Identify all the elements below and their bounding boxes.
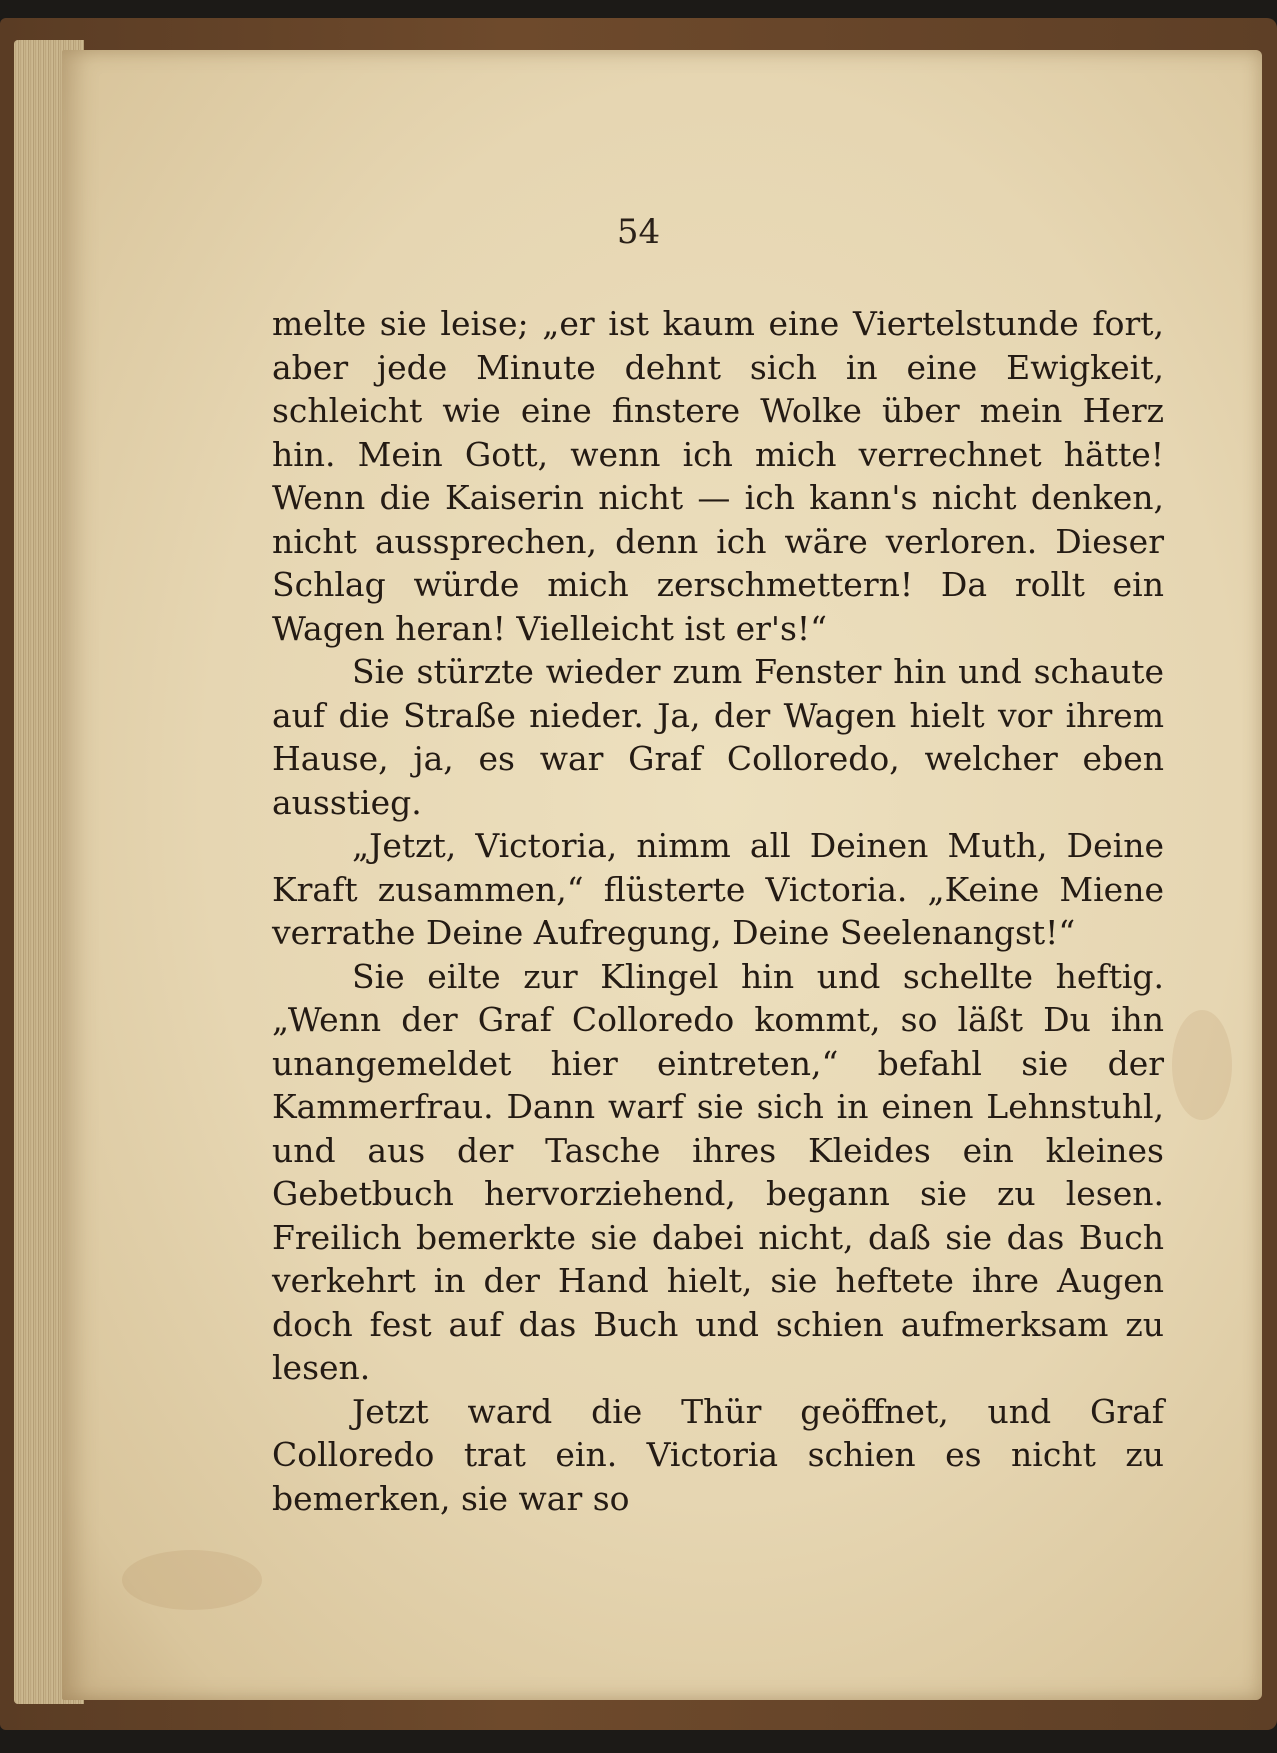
paper-stain <box>122 1550 262 1610</box>
paragraph: melte sie leise; „er ist kaum eine Viertelstunde fort, aber jede Minute dehnt sich in eine Ewigkeit, schleicht wie eine finstere Wolke über mein Herz hin. Mein Gott, wenn ich mich verrechnet hätte! Wenn die Kaiserin nicht — ich kann's nicht denken, nicht aussprechen, denn ich wäre verloren. Dieser Schlag würde mich zerschmettern! Da rollt ein Wagen heran! Vielleicht ist er's!“ <box>272 304 1164 648</box>
page-number: 54 <box>616 212 661 252</box>
paragraph: Jetzt ward die Thür geöffnet, und Graf Colloredo trat ein. Victoria schien es nicht zu bemerken, sie war so <box>272 1391 1164 1518</box>
paper-stain <box>1172 1010 1232 1120</box>
paragraph: „Jetzt, Victoria, nimm all Deinen Muth, Deine Kraft zusammen,“ flüsterte Victoria. „Keine Miene verrathe Deine Aufregung, Deine Seelenangst!“ <box>272 826 1164 952</box>
paragraph: Sie stürzte wieder zum Fenster hin und schaute auf die Straße nieder. Ja, der Wagen hielt vor ihrem Hause, ja, es war Graf Colloredo, welcher eben ausstieg. <box>272 652 1164 822</box>
body-text <box>272 302 1164 1520</box>
paragraph: Sie eilte zur Klingel hin und schellte heftig. „Wenn der Graf Colloredo kommt, so läßt Du ihn unangemeldet hier eintreten,“ befahl sie der Kammerfrau. Dann warf sie sich in einen Lehnstuhl, und aus der Tasche ihres Kleides ein kleines Gebetbuch hervorziehend, begann sie zu lesen. Freilich bemerkte sie dabei nicht, daß sie das Buch verkehrt in der Hand hielt, sie heftete ihre Augen doch fest auf das Buch und schien aufmerksam zu lesen. <box>272 956 1164 1387</box>
